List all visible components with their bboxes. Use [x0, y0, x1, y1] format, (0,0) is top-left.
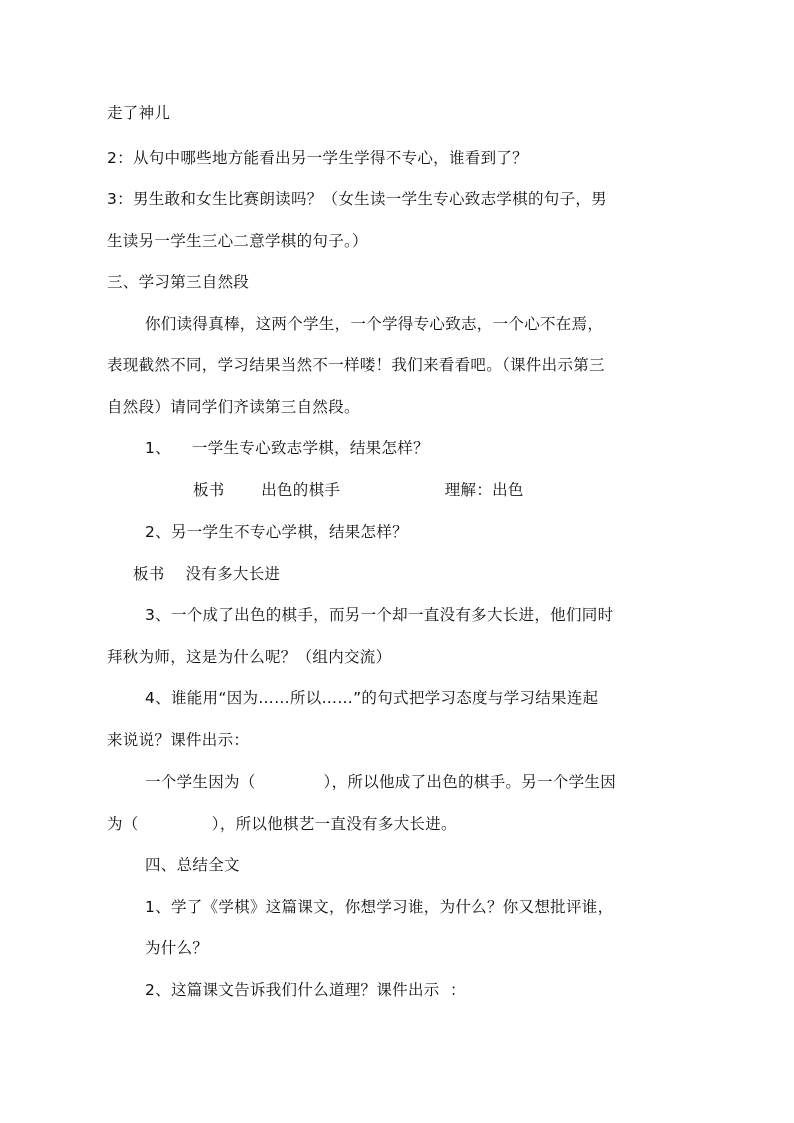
text-line: 生读另一学生三心二意学棋的句子。） [107, 232, 368, 250]
text-line: 表现截然不同，学习结果当然不一样喽！我们来看看吧。（课件出示第三 [107, 356, 605, 374]
text-line: 你们读得真棒，这两个学生，一个学得专心致志，一个心不在焉， [145, 315, 604, 333]
text-line: 3：男生敢和女生比赛朗读吗？（女生读一学生专心致志学棋的句子，男 [107, 190, 607, 208]
text-line: 3、一个成了出色的棋手，而另一个却一直没有多大长进，他们同时 [145, 606, 614, 624]
text-line: 走了神儿 [107, 104, 171, 122]
text-line: 1、学了《学棋》这篇课文，你想学习谁，为什么？你又想批评谁， [145, 898, 614, 916]
text-line: 为什么？ [145, 939, 209, 957]
text-line: 拜秋为师，这是为什么呢？（组内交流） [107, 648, 392, 666]
text-line: 4、谁能用“因为……所以……”的句式把学习态度与学习结果连起 [145, 689, 599, 707]
section-heading: 三、学习第三自然段 [107, 273, 250, 291]
text-line: 一个学生因为（ ），所以他成了出色的棋手。另一个学生因 [145, 773, 617, 791]
section-heading: 四、总结全文 [145, 856, 240, 874]
text-line: 来说说？课件出示： [107, 731, 250, 749]
board-note: 板书 出色的棋手 理解：出色 [193, 481, 524, 499]
text-line: 2、另一学生不专心学棋，结果怎样？ [145, 523, 408, 541]
text-line: 1、 一学生专心致志学棋，结果怎样？ [145, 439, 429, 457]
text-line: 2：从句中哪些地方能看出另一学生学得不专心，谁看到了？ [107, 149, 528, 167]
text-line: 为（ ），所以他棋艺一直没有多大长进。 [107, 815, 457, 833]
text-line: 2、这篇课文告诉我们什么道理？课件出示 ： [145, 981, 466, 999]
text-line: 自然段）请同学们齐读第三自然段。 [107, 398, 360, 416]
board-note: 板书 没有多大长进 [133, 565, 281, 583]
